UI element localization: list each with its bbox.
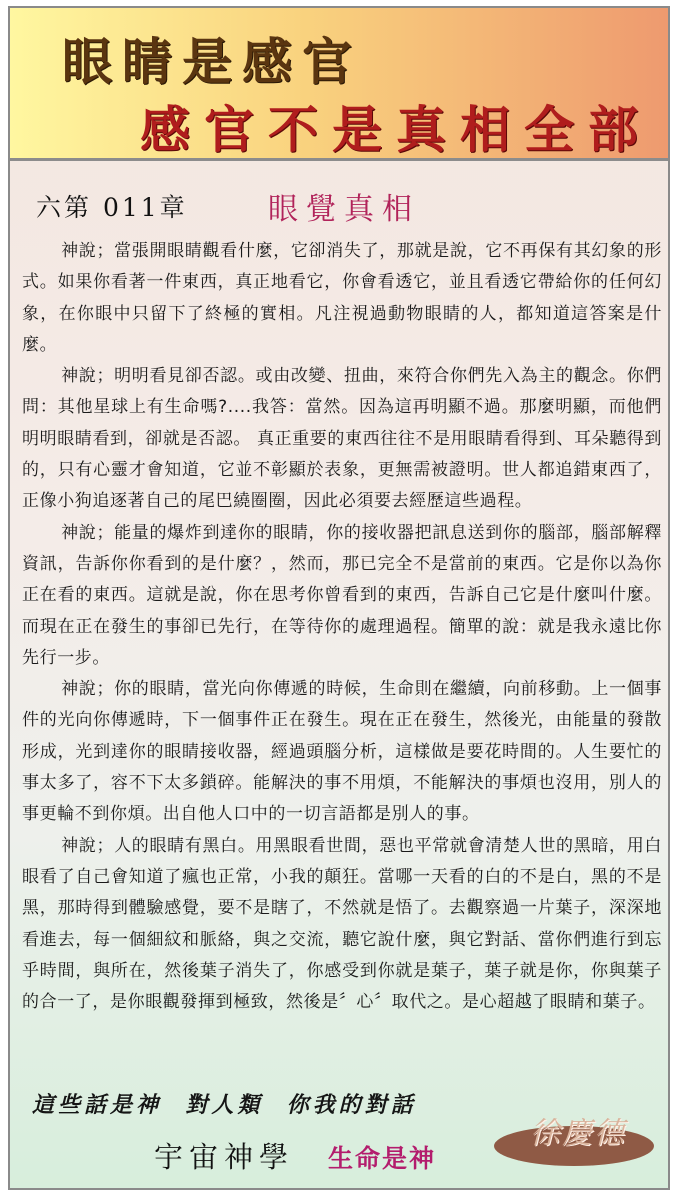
paragraph: 神說；人的眼睛有黑白。用黑眼看世間，惡也平常就會清楚人世的黑暗，用白眼看了自己會知道了瘋也正常，小我的顛狂。當哪一天看的白的不是白，黑的不是黑，那時得到體驗感覺，要不是瞎了，不然就是悟了。去觀察過一片葉子，深深地看進去，每一個細紋和脈絡，與之交流，聽它說什麼，與它對話、當你們進行到忘乎時間，與所在，然後葉子消失了，你感受到你就是葉子，葉子就是你，你與葉子的合一了，是你眼觀發揮到極致，然後是〞心〞取代之。是心超越了眼睛和葉子。 <box>22 835 662 1013</box>
paragraph: 神說；能量的爆炸到達你的眼睛，你的接收器把訊息送到你的腦部，腦部解釋資訊，告訴你你看到的是什麼？，然而，那已完全不是當前的東西。它是你以為你正在看的東西。這就是說，你在思考你曾看到的東西，告訴自己它是什麼叫什麼。而現在正在發生的事卻已先行，在等待你的處理過程。簡單的說：就是我永遠比你先行一步。 <box>22 522 662 668</box>
article-body <box>22 236 662 1018</box>
header-title-line1: 眼睛是感官 <box>62 32 362 91</box>
footer-dialogue-line: 這些話是神 對人類 你我的對話 <box>32 1092 417 1118</box>
footer-emphasis: 生命是神 <box>328 1144 437 1173</box>
header-banner <box>10 8 668 161</box>
chapter-label: 六第 011章 <box>36 193 188 222</box>
chapter-title: 眼覺真相 <box>268 192 420 227</box>
paragraph: 神說；你的眼睛，當光向你傳遞的時候，生命則在繼續，向前移動。上一個事件的光向你傳遞時，下一個事件正在發生。現在正在發生，然後光，由能量的發散形成，光到達你的眼睛接收器，經過頭腦分析，這樣做是要花時間的。人生要忙的事太多了，容不下太多鎖碎。能解決的事不用煩，不能解決的事煩也沒用，別人的事更輪不到你煩。出自他人口中的一切言語都是別人的事。 <box>22 679 662 825</box>
signature: 徐慶德 <box>530 1116 626 1151</box>
paragraph: 神說；明明看見卻否認。或由改變、扭曲，來符合你們先入為主的觀念。你們問：其他星球上有生命嗎?....我答：當然。因為這再明顯不過。那麼明顯，而他們明明眼睛看到，卻就是否認。 真正重要的東西往往不是用眼睛看得到、耳朵聽得到的，只有心靈才會知道，它並不彰顯於表象，更無需被證明。世人都追錯東西了，正像小狗追逐著自己的尾巴繞圈圈，因此必須要去經歷這些過程。 <box>22 366 662 512</box>
header-title-line2: 感官不是真相全部 <box>140 100 652 159</box>
paragraph: 神說；當張開眼睛觀看什麼，它卻消失了，那就是說，它不再保有其幻象的形式。如果你看著一件東西，真正地看它，你會看透它，並且看透它帶給你的任何幻象，在你眼中只留下了終極的實相。凡注視過動物眼睛的人，都知道這答案是什麼。 <box>22 241 662 355</box>
poster-frame <box>8 6 670 1190</box>
footer-theology-label: 宇宙神學 <box>154 1140 295 1174</box>
